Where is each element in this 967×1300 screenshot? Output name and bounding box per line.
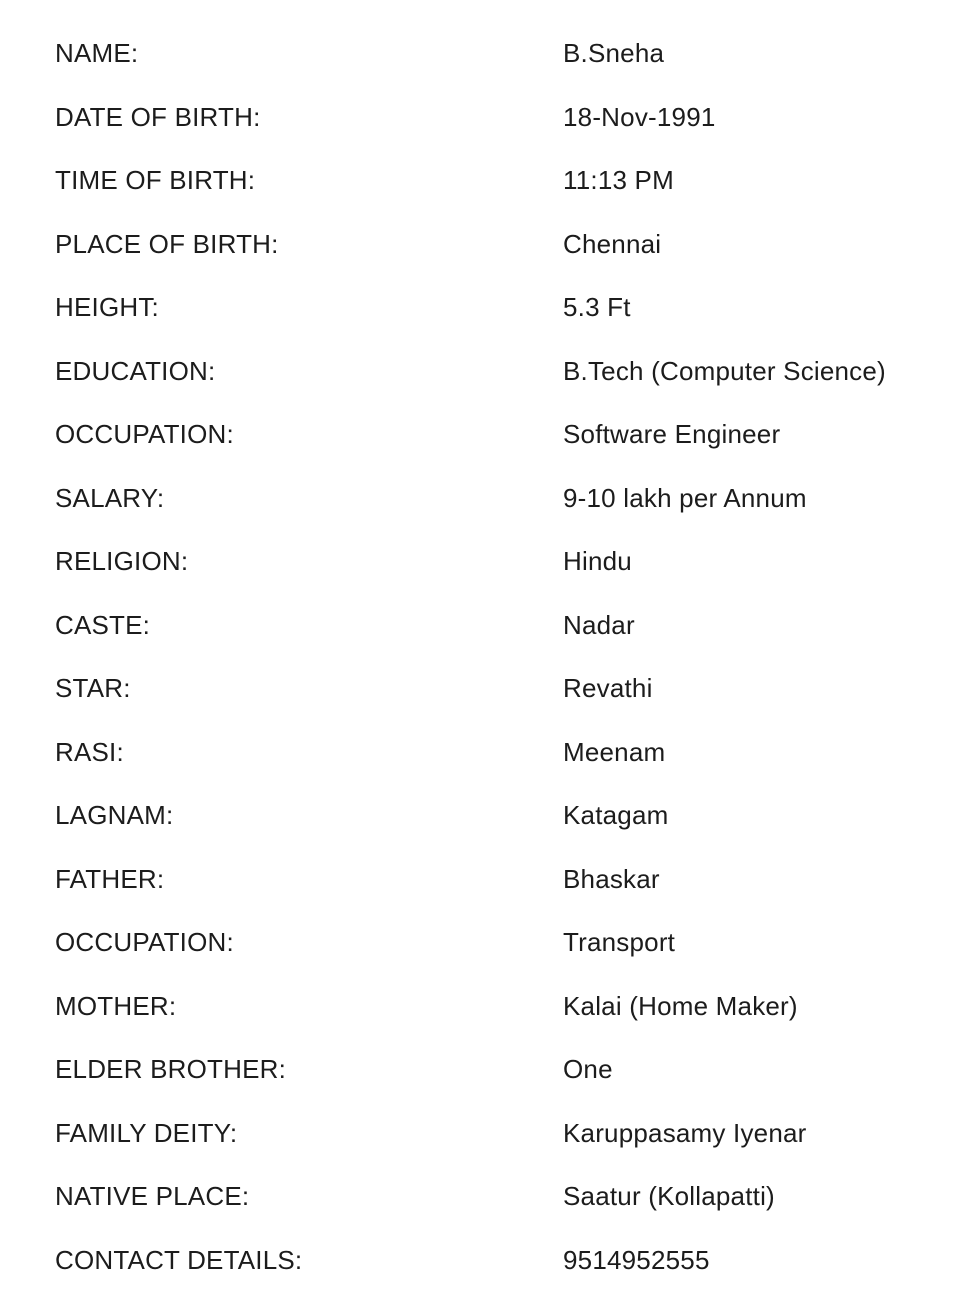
- biodata-list: [55, 22, 935, 1292]
- name-value: B.Sneha: [563, 38, 665, 69]
- mother-label: MOTHER:: [55, 990, 177, 1021]
- height-label: HEIGHT:: [55, 292, 159, 323]
- father-label: FATHER:: [55, 863, 165, 894]
- rasi-label: RASI:: [55, 736, 124, 767]
- row-salary: [55, 467, 935, 531]
- father-value: Bhaskar: [563, 863, 660, 894]
- education-value: B.Tech (Computer Science): [563, 355, 886, 386]
- row-rasi: [55, 721, 935, 785]
- family-deity-value: Karuppasamy Iyenar: [563, 1117, 807, 1148]
- rasi-value: Meenam: [563, 736, 666, 767]
- salary-value: 9-10 lakh per Annum: [563, 482, 807, 513]
- star-value: Revathi: [563, 673, 653, 704]
- row-family-deity: [55, 1102, 935, 1166]
- row-elder-brother: [55, 1038, 935, 1102]
- row-mother: [55, 975, 935, 1039]
- elder-brother-label: ELDER BROTHER:: [55, 1054, 287, 1085]
- row-religion: [55, 530, 935, 594]
- row-place-of-birth: [55, 213, 935, 277]
- row-occupation: [55, 403, 935, 467]
- row-name: [55, 22, 935, 86]
- place-of-birth-value: Chennai: [563, 228, 662, 259]
- row-star: [55, 657, 935, 721]
- row-education: [55, 340, 935, 404]
- elder-brother-value: One: [563, 1054, 613, 1085]
- row-height: [55, 276, 935, 340]
- height-value: 5.3 Ft: [563, 292, 631, 323]
- caste-label: CASTE:: [55, 609, 151, 640]
- mother-value: Kalai (Home Maker): [563, 990, 798, 1021]
- name-label: NAME:: [55, 38, 139, 69]
- religion-label: RELIGION:: [55, 546, 189, 577]
- row-time-of-birth: [55, 149, 935, 213]
- father-occupation-value: Transport: [563, 927, 676, 958]
- caste-value: Nadar: [563, 609, 635, 640]
- salary-label: SALARY:: [55, 482, 165, 513]
- row-father: [55, 848, 935, 912]
- native-place-label: NATIVE PLACE:: [55, 1181, 250, 1212]
- occupation-label: OCCUPATION:: [55, 419, 234, 450]
- date-of-birth-label: DATE OF BIRTH:: [55, 101, 261, 132]
- date-of-birth-value: 18-Nov-1991: [563, 101, 716, 132]
- row-father-occupation: [55, 911, 935, 975]
- contact-details-value: 9514952555: [563, 1244, 710, 1275]
- father-occupation-label: OCCUPATION:: [55, 927, 234, 958]
- family-deity-label: FAMILY DEITY:: [55, 1117, 238, 1148]
- place-of-birth-label: PLACE OF BIRTH:: [55, 228, 279, 259]
- time-of-birth-label: TIME OF BIRTH:: [55, 165, 256, 196]
- row-lagnam: [55, 784, 935, 848]
- lagnam-value: Katagam: [563, 800, 669, 831]
- religion-value: Hindu: [563, 546, 632, 577]
- row-native-place: [55, 1165, 935, 1229]
- row-date-of-birth: [55, 86, 935, 150]
- education-label: EDUCATION:: [55, 355, 216, 386]
- lagnam-label: LAGNAM:: [55, 800, 174, 831]
- row-caste: [55, 594, 935, 658]
- row-contact-details: [55, 1229, 935, 1293]
- native-place-value: Saatur (Kollapatti): [563, 1181, 775, 1212]
- time-of-birth-value: 11:13 PM: [563, 165, 674, 196]
- occupation-value: Software Engineer: [563, 419, 781, 450]
- star-label: STAR:: [55, 673, 131, 704]
- contact-details-label: CONTACT DETAILS:: [55, 1244, 303, 1275]
